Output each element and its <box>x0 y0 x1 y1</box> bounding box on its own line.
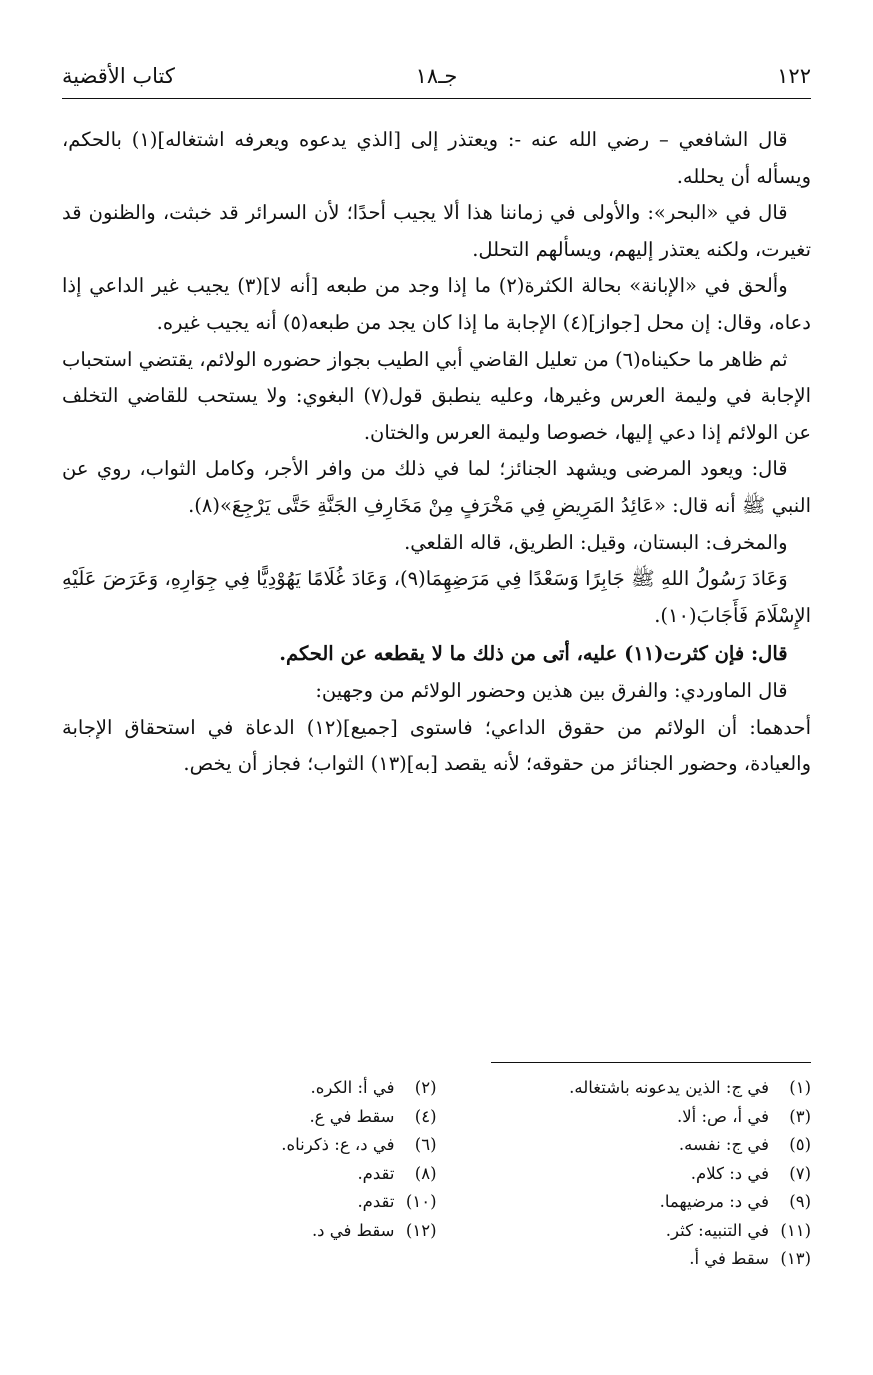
footnote-number: (١١) <box>780 1220 811 1240</box>
volume-label: جـ١٨ <box>415 64 458 88</box>
footnote-divider <box>491 1062 811 1063</box>
footnote <box>437 1103 812 1132</box>
footnote <box>437 1188 812 1217</box>
footnote <box>437 1160 812 1189</box>
footnote <box>62 1131 437 1160</box>
footnote-number: (٨) <box>414 1163 437 1183</box>
footnote <box>62 1074 437 1103</box>
page-number: ١٢٢ <box>777 64 811 88</box>
footnote-number: (٤) <box>414 1106 437 1126</box>
footnote-text: في د، ع: ذكرناه. <box>281 1135 395 1154</box>
paragraph: والمخرف: البستان، وقيل: الطريق، قاله القلعي. <box>404 530 788 554</box>
footnote <box>437 1217 812 1246</box>
paragraph: أحدهما: أن الولائم من حقوق الداعي؛ فاستوى [جميع](١٢) الدعاة في استحقاق الإجابة والعيادة، وحضور الجنائز من حقوقه؛ لأنه يقصد [به](١٣) الثواب؛ فجاز أن يخص. <box>62 715 812 776</box>
footnote-text: في ج: الذين يدعونه باشتغاله. <box>569 1078 769 1097</box>
footnote-text: في د: كلام. <box>690 1163 769 1183</box>
footnote-number: (٣) <box>789 1106 811 1126</box>
footnote-text: تقدم. <box>357 1163 395 1183</box>
footnote <box>437 1074 812 1103</box>
paragraph: قال في «البحر»: والأولى في زماننا هذا ألا يجيب أحدًا؛ لأن السرائر قد خبثت، والظنون قد تغيرت، ولكنه يعتذر إليهم، ويسألهم التحلل. <box>62 201 811 261</box>
footnote <box>62 1217 437 1246</box>
footnote-number: (١٢) <box>405 1220 437 1240</box>
paragraph-bold: قال: فإن كثرت(١١) عليه، أتى من ذلك ما لا يقطعه عن الحكم. <box>279 642 788 666</box>
footnote <box>62 1103 437 1132</box>
footnote-number: (٩) <box>789 1192 811 1211</box>
footnote-number: (٥) <box>789 1135 811 1154</box>
paragraph: قال الشافعي – رضي الله عنه -: ويعتذر إلى [الذي يدعوه ويعرفه اشتغاله](١) بالحكم، ويسأله أن يحلله. <box>62 128 811 188</box>
footnotes-column-right <box>437 1074 812 1274</box>
footnote-number: (٧) <box>789 1163 811 1183</box>
footnote-text: في أ، ص: ألا. <box>676 1106 769 1126</box>
paragraph: ثم ظاهر ما حكيناه(٦) من تعليل القاضي أبي الطيب بجواز حضوره الولائم، يقتضي استحباب الإجابة في وليمة العرس وغيرها، وعليه ينطبق قول(٧) البغوي: ولا يستحب للقاضي التخلف عن الولائم إذا دعي إليها، خصوصا وليمة العرس والختان. <box>62 347 811 444</box>
footnote-number: (٢) <box>414 1078 437 1097</box>
footnote <box>62 1188 437 1217</box>
paragraph: وَعَادَ رَسُولُ اللهِ ﷺ جَابِرًا وَسَعْدًا فِي مَرَضِهِمَا(٩)، وَعَادَ غُلَامًا يَهُوْدِيًّا فِي جِوَارِهِ، وَعَرَضَ عَلَيْهِ الإِسْلَامَ فَأَجَابَ(١٠). <box>62 567 811 627</box>
footnote-text: في ج: نفسه. <box>678 1135 769 1154</box>
footnote-text: في التنبيه: كثر. <box>665 1220 769 1240</box>
footnote-number: (٦) <box>414 1135 437 1154</box>
footnote <box>62 1160 437 1189</box>
page-header <box>62 58 811 92</box>
main-text <box>62 122 811 783</box>
paragraph: قال: ويعود المرضى ويشهد الجنائز؛ لما في ذلك من وافر الأجر، وكامل الثواب، روي عن النبي ﷺ أنه قال: «عَائِدُ المَرِيضِ فِي مَخْرَفٍ مِنْ مَخَارِفِ الجَنَّةِ حَتَّى يَرْجِعَ»(٨). <box>62 457 811 517</box>
footnote-number: (١٠) <box>405 1192 437 1211</box>
footnote-text: سقط في أ. <box>689 1249 769 1268</box>
footnote-number: (١٣) <box>780 1249 811 1268</box>
footnote-number: (١) <box>789 1078 811 1097</box>
footnote <box>437 1245 812 1274</box>
footnotes-column-left <box>62 1074 437 1245</box>
book-title: كتاب الأقضية <box>62 64 175 88</box>
paragraph: وألحق في «الإبانة» بحالة الكثرة(٢) ما إذا وجد من طبعه [أنه لا](٣) يجيب غير الداعي إذا دعاه، وقال: إن محل [جواز](٤) الإجابة ما إذا كان يجد من طبعه(٥) أنه يجيب غيره. <box>62 274 811 334</box>
footnote <box>437 1131 812 1160</box>
footnote-text: في أ: الكره. <box>310 1078 395 1097</box>
paragraph: قال الماوردي: والفرق بين هذين وحضور الولائم من وجهين: <box>315 678 788 702</box>
footnote-text: سقط في د. <box>311 1220 395 1240</box>
header-divider <box>62 98 811 99</box>
footnote-text: في د: مرضيهما. <box>659 1192 769 1211</box>
footnote-text: تقدم. <box>357 1192 395 1211</box>
footnote-text: سقط في ع. <box>309 1106 395 1126</box>
